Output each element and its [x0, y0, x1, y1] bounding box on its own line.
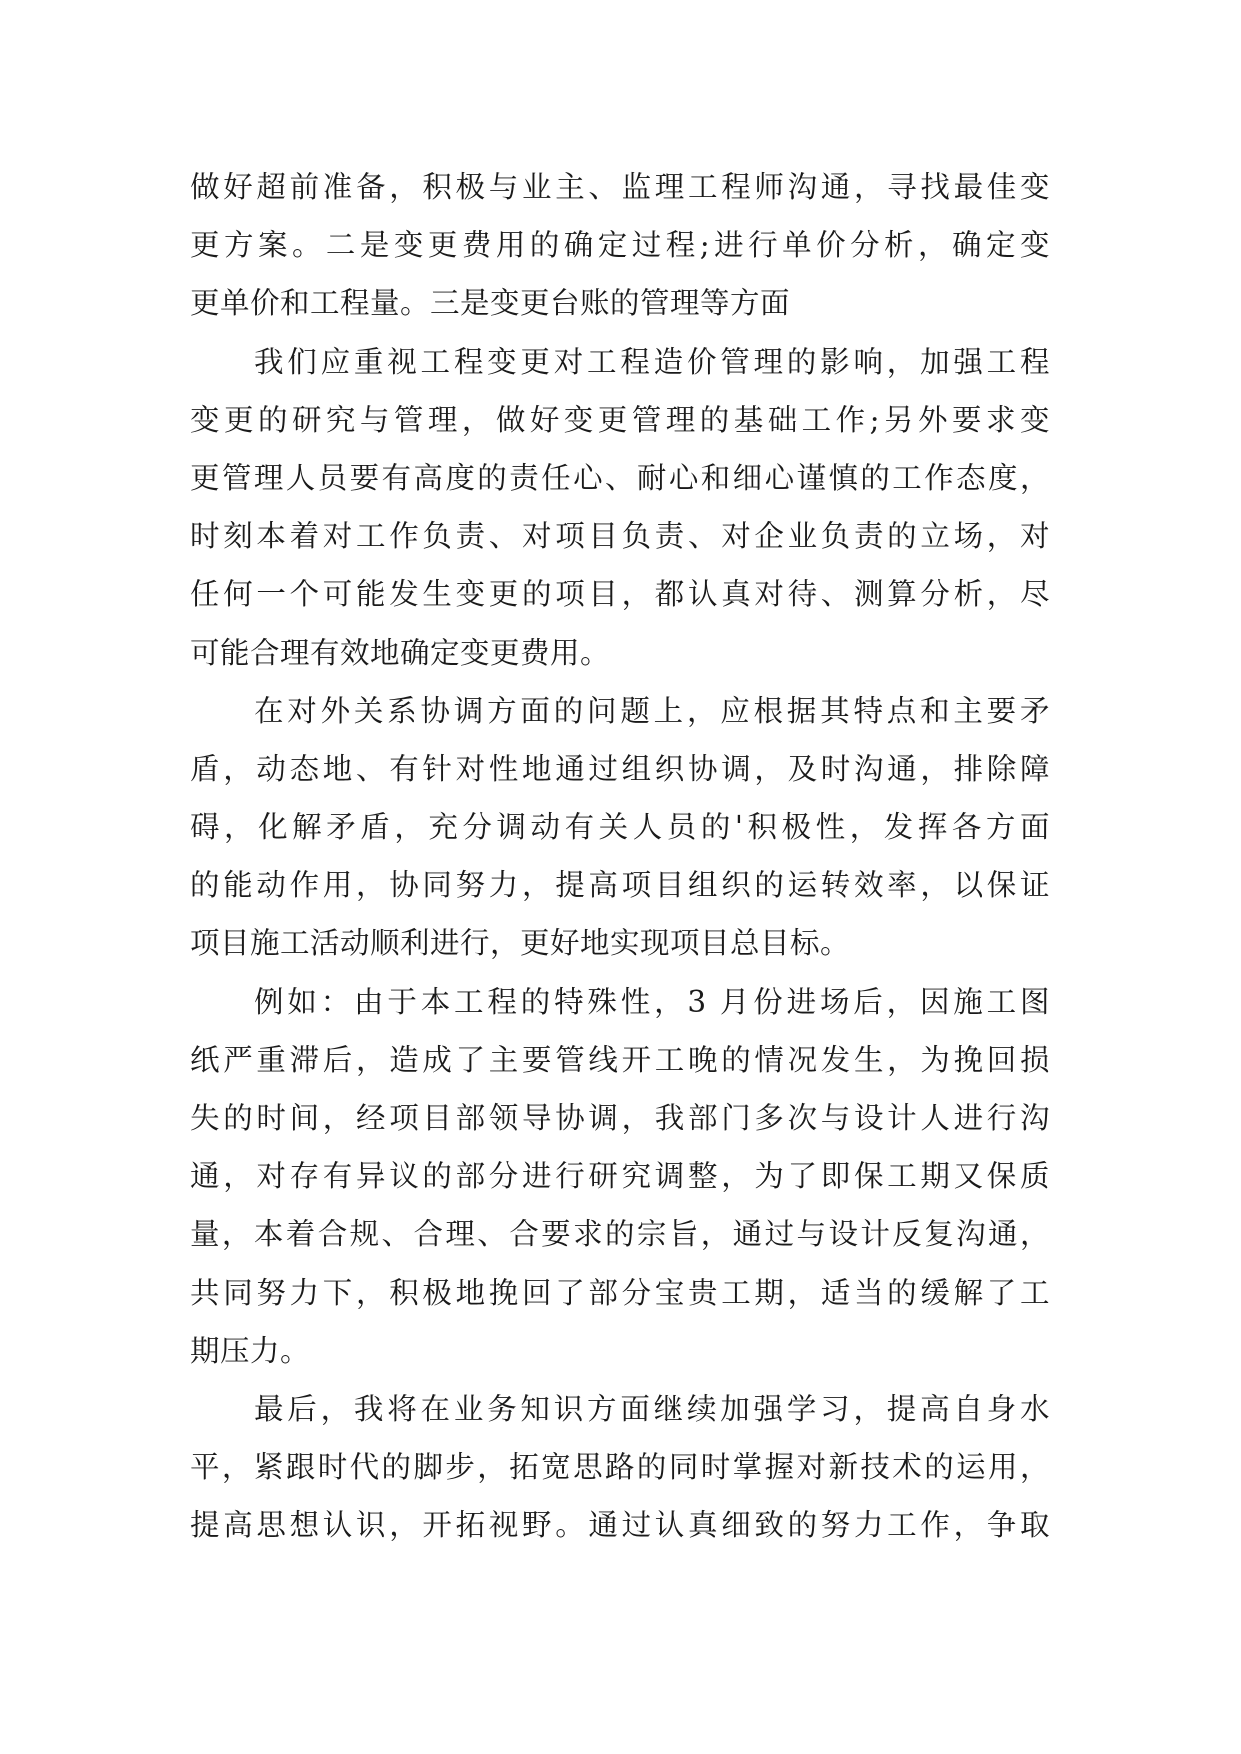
- text-line: 例如：由于本工程的特殊性，3 月份进场后，因施工图: [254, 984, 1050, 1019]
- text-line: 时刻本着对工作负责、对项目负责、对企业负责的立场，对: [190, 519, 1050, 554]
- text-line: 在对外关系协调方面的问题上，应根据其特点和主要矛: [254, 693, 1050, 728]
- paragraph-3: [190, 682, 1050, 973]
- text-line: 做好超前准备，积极与业主、监理工程师沟通，寻找最佳变: [190, 170, 1050, 204]
- text-line: 的能动作用，协同努力，提高项目组织的运转效率，以保证: [190, 868, 1050, 903]
- text-line: 期压力。: [190, 1333, 311, 1368]
- text-line: 更单价和工程量。三是变更台账的管理等方面: [190, 286, 791, 321]
- document-body: [190, 158, 1050, 1555]
- text-line: 更方案。二是变更费用的确定过程;进行单价分析，确定变: [190, 228, 1050, 263]
- text-line: 共同努力下，积极地挽回了部分宝贵工期，适当的缓解了工: [190, 1275, 1050, 1310]
- text-line: 纸严重滞后，造成了主要管线开工晚的情况发生，为挽回损: [190, 1042, 1050, 1077]
- text-line: 碍，化解矛盾，充分调动有关人员的'积极性，发挥各方面: [190, 810, 1050, 845]
- text-line: 任何一个可能发生变更的项目，都认真对待、测算分析，尽: [190, 577, 1050, 612]
- paragraph-2: [190, 333, 1050, 682]
- paragraph-4: [190, 973, 1050, 1380]
- text-line: 量，本着合规、合理、合要求的宗旨，通过与设计反复沟通，: [190, 1217, 1050, 1252]
- text-line: 更管理人员要有高度的责任心、耐心和细心谨慎的工作态度，: [190, 460, 1050, 495]
- paragraph-1: [190, 158, 1050, 333]
- text-line: 变更的研究与管理，做好变更管理的基础工作;另外要求变: [190, 402, 1050, 437]
- text-line: 通，对存有异议的部分进行研究调整，为了即保工期又保质: [190, 1159, 1050, 1194]
- text-line: 盾，动态地、有针对性地通过组织协调，及时沟通，排除障: [190, 751, 1050, 786]
- text-line: 平，紧跟时代的脚步，拓宽思路的同时掌握对新技术的运用，: [190, 1450, 1050, 1485]
- text-line: 最后，我将在业务知识方面继续加强学习，提高自身水: [254, 1391, 1050, 1426]
- text-line: 可能合理有效地确定变更费用。: [190, 635, 611, 670]
- text-line: 我们应重视工程变更对工程造价管理的影响，加强工程: [254, 344, 1050, 379]
- text-line: 失的时间，经项目部领导协调，我部门多次与设计人进行沟: [190, 1101, 1050, 1135]
- text-line: 项目施工活动顺利进行，更好地实现项目总目标。: [190, 926, 851, 961]
- text-line: 提高思想认识，开拓视野。通过认真细致的努力工作，争取: [190, 1508, 1050, 1543]
- paragraph-5: [190, 1380, 1050, 1555]
